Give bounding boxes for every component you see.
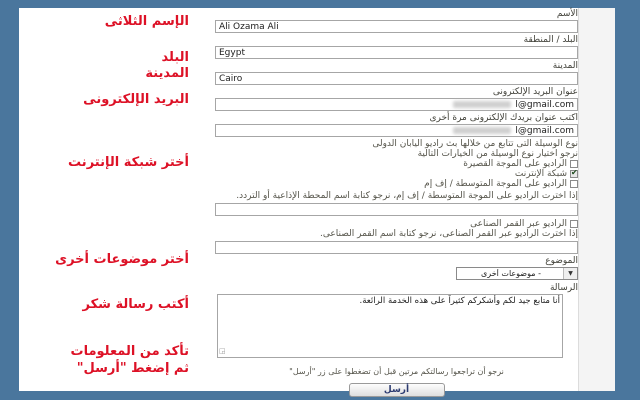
email-repeat-input[interactable] [215,124,578,137]
fm-station-input[interactable] [215,203,578,216]
subject-label: الموضوع [545,256,578,266]
message-value: أنا متابع جيد لكم وأشكركم كثيراً على هذه الخدمة الرائعة. [359,296,560,306]
medium-section-title: نوع الوسيلة التى تتابع من خلالها بث راديو اليابان الدولى [372,139,578,149]
fm-frequency-hint: إذا اخترت الراديو على الموجة المتوسطة / إف إم، نرجو كتابة اسم المحطة الإذاعية أو التردد. [236,191,578,201]
option-satellite[interactable] [215,219,578,229]
annotation-country: البلد [161,50,189,65]
chevron-down-icon[interactable]: ▼ [563,268,577,279]
subject-selected-value: - موضوعات أخرى [481,269,541,278]
redacted-email-part [453,101,511,108]
internet-label: شبكة الإنترنت [514,169,567,179]
option-internet[interactable] [215,169,578,179]
name-value: Ali Ozama Ali [219,21,279,32]
city-value: Cairo [219,73,243,84]
annotation-email: البريد الإلكترونى [83,92,189,107]
contact-form [215,8,578,397]
name-label: الأسم [556,9,578,19]
email-label: عنوان البريد الإلكترونى [492,87,578,97]
option-mw-fm[interactable] [215,179,578,189]
email-value: l@gmail.com [515,99,574,110]
annotation-full-name: الإسم الثلاثى [104,14,189,29]
right-gutter [578,8,615,391]
satellite-input[interactable] [215,241,578,254]
send-button[interactable]: أرسل [349,383,445,397]
country-label: البلد / المنطقة [523,35,578,45]
satellite-checkbox[interactable] [570,220,578,228]
email-repeat-label: اكتب عنوان بريدك الإلكترونى مرة أخرى [429,113,578,123]
annotation-choose-internet: أختر شبكة الإنترنت [68,155,189,170]
mw-fm-label: الراديو على الموجة المتوسطة / إف إم [424,179,567,189]
review-note: نرجو أن تراجعوا رسالتكم مرتين قبل أن تضغطوا على زر "أرسل" [289,367,504,376]
annotation-column [19,8,191,391]
annotation-choose-other-topics: أختر موضوعات أخرى [55,252,189,267]
annotation-verify-info: تأكد من المعلومات [70,344,189,359]
shortwave-label: الراديو على الموجة القصيرة [463,159,567,169]
annotation-write-thanks: أكتب رسالة شكر [82,297,189,312]
resize-grip-icon[interactable]: ◲ [219,347,226,355]
annotation-city: المدينة [145,66,189,81]
option-shortwave[interactable] [215,159,578,169]
annotation-press-send: ثم إضغط "أرسل" [76,361,189,376]
city-input[interactable] [215,72,578,85]
email-input[interactable] [215,98,578,111]
name-input[interactable] [215,20,578,33]
message-textarea[interactable] [217,294,563,358]
satellite-hint: إذا اخترت الراديو عبر القمر الصناعى، نرجو كتابة اسم القمر الصناعى. [320,229,578,239]
mw-fm-checkbox[interactable] [570,180,578,188]
shortwave-checkbox[interactable] [570,160,578,168]
country-value: Egypt [219,47,245,58]
country-input[interactable] [215,46,578,59]
medium-section-hint: نرجو اختيار نوع الوسيلة من الخيارات التالية [417,149,578,159]
internet-checkbox[interactable] [570,170,578,178]
satellite-label: الراديو عبر القمر الصناعى [470,219,567,229]
email-repeat-value: l@gmail.com [515,125,574,136]
subject-select[interactable] [456,267,578,280]
redacted-email-part [453,127,511,134]
city-label: المدينة [552,61,578,71]
message-label: الرسالة [549,283,578,293]
